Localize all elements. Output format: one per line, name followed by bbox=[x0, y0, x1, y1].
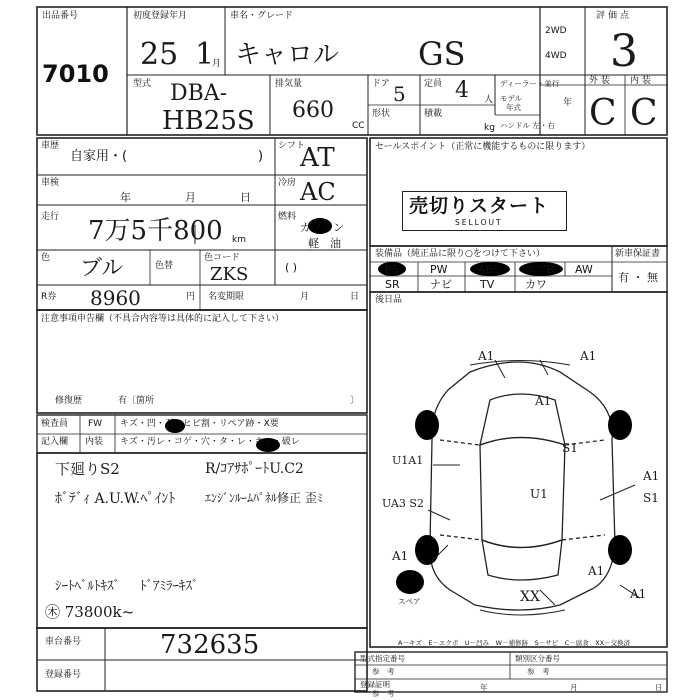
repair-close: 〕 bbox=[350, 396, 360, 406]
month-unit: 月 bbox=[212, 59, 222, 69]
handle-label: ハンドル 左・右 bbox=[500, 121, 555, 130]
note-mileage: ㊍ 73800k~ bbox=[45, 603, 135, 621]
equip-navi: ナビ bbox=[430, 278, 452, 291]
inspection-label: 車検 bbox=[41, 178, 60, 188]
doors: 5 bbox=[393, 82, 406, 106]
exterior-grade: C bbox=[589, 93, 617, 134]
color-code-label: 色コード bbox=[204, 253, 241, 263]
model-name: キャロル bbox=[235, 40, 340, 70]
reg-month: 1 bbox=[195, 37, 215, 72]
mark-right-fender: A1 bbox=[643, 469, 660, 483]
fuel-gas: ガソリン bbox=[300, 221, 344, 234]
history-close: ) bbox=[258, 149, 264, 164]
door-label: ドア bbox=[372, 79, 390, 89]
color-label: 色 bbox=[41, 253, 51, 263]
yen-unit: 円 bbox=[186, 292, 196, 302]
equip-aw: AW bbox=[575, 263, 593, 276]
notes-label: 注意事項申告欄（不具合内容等は具体的に記入して下さい） bbox=[41, 314, 285, 324]
transfer-day: 日 bbox=[350, 292, 360, 302]
warranty-label: 新車保証書 bbox=[615, 249, 661, 259]
interior-grade: C bbox=[630, 93, 658, 134]
shift-value: AT bbox=[300, 143, 335, 173]
type-code: HB25S bbox=[162, 106, 255, 136]
drive-2wd: 2WD bbox=[545, 26, 567, 36]
shift-label: シフト bbox=[278, 141, 306, 151]
ref-1: 参 考 bbox=[372, 667, 395, 676]
equipment-label: 装備品（純正品に限り○をつけて下さい） bbox=[375, 249, 545, 259]
sales-label: セールスポイント（正常に機能するものに限ります） bbox=[375, 142, 591, 152]
footer-month: 月 bbox=[570, 683, 578, 692]
displacement: 660 bbox=[292, 98, 334, 123]
mark-left-front-door: U1A1 bbox=[392, 454, 424, 467]
cc-unit: CC bbox=[352, 121, 365, 131]
chassis-number: 732635 bbox=[160, 630, 260, 660]
repaint-label: 色替 bbox=[155, 261, 174, 271]
inspection-month: 月 bbox=[185, 191, 196, 204]
fuel-oil: 油 bbox=[330, 237, 341, 250]
person-unit: 人 bbox=[484, 95, 494, 105]
fitted-label: 後日品 bbox=[375, 295, 403, 305]
repair-value: 有〔箇所 bbox=[118, 396, 155, 406]
type-label: 型式 bbox=[133, 79, 152, 89]
first-reg-label: 初度登録年月 bbox=[133, 11, 188, 21]
lot-label: 出品番号 bbox=[42, 11, 79, 21]
color-code: ZKS bbox=[210, 264, 249, 285]
interior-row-label: 内装 bbox=[85, 437, 104, 447]
equip-abs: ABS bbox=[478, 263, 500, 276]
mark-front-left: A1 bbox=[478, 349, 495, 363]
footer-year: 年 bbox=[480, 683, 488, 692]
equip-tv: TV bbox=[480, 278, 495, 291]
kg-unit: kg bbox=[484, 123, 495, 133]
mark-roof: U1 bbox=[530, 487, 548, 501]
history-value: 自家用・( bbox=[70, 149, 128, 164]
note-core-support: R/ｺｱｻﾎﾟｰﾄU.C2 bbox=[205, 461, 304, 477]
mileage-label: 走行 bbox=[41, 212, 60, 222]
dealer-label: ディーラー・並行 bbox=[500, 79, 560, 88]
inspector-label-1: 検査員 bbox=[41, 419, 69, 429]
mark-hood: A1 bbox=[535, 394, 552, 408]
ref-2: 参 考 bbox=[527, 667, 550, 676]
mileage-value: 7万5千800 bbox=[88, 216, 223, 246]
lot-number: 7010 bbox=[42, 60, 109, 88]
equip-ps: PS bbox=[385, 263, 399, 276]
class-num-label: 類別区分番号 bbox=[515, 654, 560, 663]
capacity-label: 定員 bbox=[424, 79, 443, 89]
type-prefix: DBA- bbox=[170, 81, 228, 106]
warranty-options: 有 ・ 無 bbox=[618, 271, 658, 284]
equip-airbag: エアB bbox=[525, 263, 555, 276]
chassis-label: 車台番号 bbox=[45, 637, 82, 647]
note-mirror: ﾄﾞｱﾐﾗｰｷｽﾞ bbox=[140, 579, 199, 594]
mark-left-rear-door: UA3 S2 bbox=[382, 497, 424, 510]
type-cert-label: 型式指定番号 bbox=[360, 654, 405, 663]
fuel-paren: ( ) bbox=[285, 261, 298, 274]
ac-value: AC bbox=[300, 178, 336, 206]
inspection-day: 日 bbox=[240, 191, 251, 204]
fuel-label: 燃料 bbox=[278, 212, 297, 222]
exterior-label: 外 装 bbox=[589, 76, 610, 86]
mark-windshield-right: S1 bbox=[562, 441, 578, 455]
mark-left-rear-fender: A1 bbox=[392, 549, 409, 563]
mark-trunk: XX bbox=[520, 589, 540, 605]
diagram-legend: A－キズ E－エクボ U－凹み W－補修跡 S－サビ C－腐食 XX－交換済 bbox=[398, 639, 631, 647]
grade: GS bbox=[418, 35, 466, 73]
interior-row-text: キズ・汚レ・コゲ・穴・タ・レ・キレ・破レ bbox=[120, 437, 300, 447]
capacity: 4 bbox=[455, 78, 469, 103]
footer-day: 日 bbox=[655, 683, 663, 692]
note-underbody: 下廻りS2 bbox=[55, 460, 120, 478]
mark-front-right: A1 bbox=[580, 349, 597, 363]
reg-cert-label: 登録証明 bbox=[360, 680, 390, 689]
note-seatbelt: ｼｰﾄﾍﾞﾙﾄｷｽﾞ bbox=[55, 579, 120, 594]
sellout-stamp-sub: SELLOUT bbox=[455, 218, 503, 227]
registration-label: 登録番号 bbox=[45, 670, 82, 680]
note-body: ﾎﾞﾃﾞｨ A.U.W.ﾍﾟｲﾝﾄ bbox=[55, 491, 176, 507]
recycle-label: R券 bbox=[41, 292, 57, 302]
sellout-stamp-main: 売切りスタート bbox=[409, 195, 550, 217]
interior-label: 内 装 bbox=[630, 76, 651, 86]
repair-label: 修復歴 bbox=[55, 396, 83, 406]
model-year-label2: 年式 bbox=[506, 103, 521, 112]
km-unit: km bbox=[232, 235, 246, 245]
drive-4wd: 4WD bbox=[545, 51, 567, 61]
fuel-light: 軽 bbox=[308, 237, 319, 250]
mark-right-door: S1 bbox=[643, 491, 659, 505]
recycle-value: 8960 bbox=[90, 286, 141, 310]
reg-year: 25 bbox=[140, 37, 179, 72]
sellout-stamp bbox=[402, 191, 567, 231]
year-unit: 年 bbox=[563, 98, 573, 108]
score-label: 評価点 bbox=[596, 11, 633, 21]
note-engine-room: ｴﾝｼﾞﾝﾙｰﾑﾊﾟﾈﾙ修正 歪ﾐ bbox=[205, 491, 323, 505]
inspection-year: 年 bbox=[120, 191, 131, 204]
equip-sr: SR bbox=[385, 278, 400, 291]
transfer-label: 名変期限 bbox=[208, 292, 245, 302]
score: 3 bbox=[610, 26, 638, 77]
load-label: 積載 bbox=[424, 109, 443, 119]
mark-right-rear-fender: A1 bbox=[588, 564, 605, 578]
fw-label: FW bbox=[88, 419, 103, 429]
model-year-label: モデル bbox=[500, 94, 523, 103]
model-label: 車名・グレード bbox=[230, 11, 294, 21]
color-value: ブル bbox=[80, 256, 124, 281]
ac-label: 冷房 bbox=[278, 178, 297, 188]
inspector-label-2: 記入欄 bbox=[41, 437, 69, 447]
transfer-month: 月 bbox=[300, 292, 310, 302]
spare-label: スペア bbox=[398, 597, 421, 606]
equip-leather: カワ bbox=[525, 278, 547, 291]
fw-text: キズ・凹・石・ヒビ割・リペア跡・X要 bbox=[120, 419, 279, 429]
shape-label: 形状 bbox=[372, 109, 391, 119]
ref-3: 参 考 bbox=[372, 689, 395, 698]
displacement-label: 排気量 bbox=[275, 79, 303, 89]
history-label: 車歴 bbox=[41, 141, 60, 151]
equip-pw: PW bbox=[430, 263, 448, 276]
mark-rear-right: A1 bbox=[630, 587, 647, 601]
